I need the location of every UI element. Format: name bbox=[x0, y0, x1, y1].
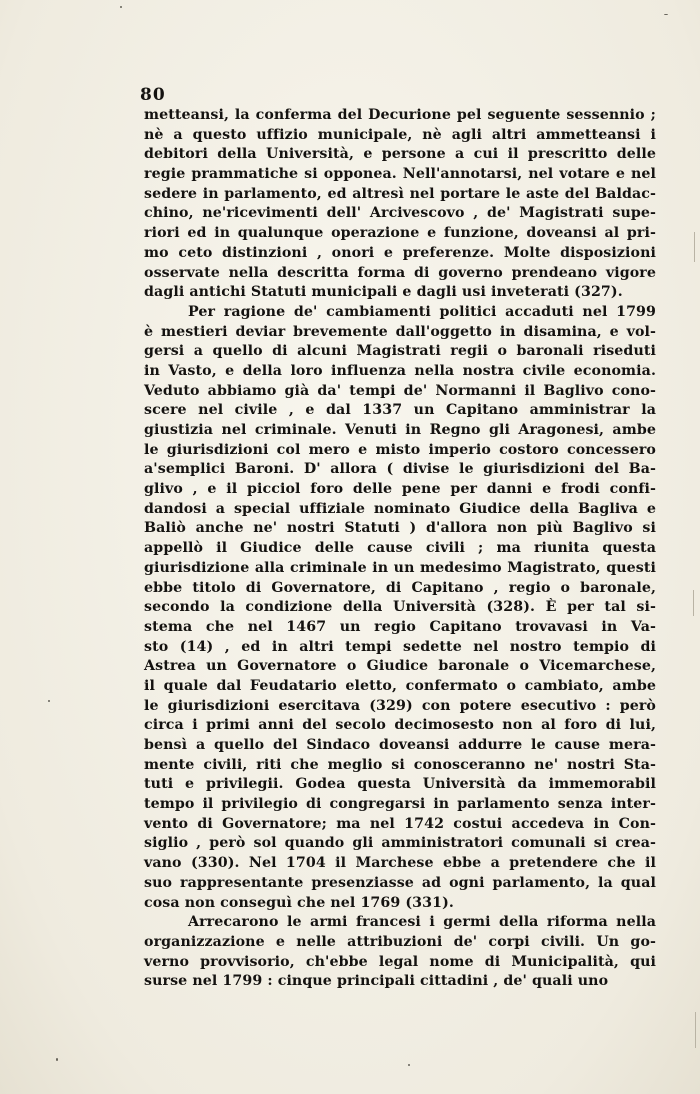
text-line: glivo , e il picciol foro delle pene per danni e frodi confi- bbox=[144, 481, 656, 498]
text-line: surse nel 1799 : cinque principali cittadini , de' quali uno bbox=[144, 973, 609, 990]
text-line: Astrea un Governatore o Giudice baronale o Vicemarchese, bbox=[144, 658, 656, 675]
ink-speck bbox=[56, 1058, 58, 1061]
text-column bbox=[140, 84, 656, 992]
text-line: osservate nella descritta forma di governo prendeano vigore bbox=[144, 264, 656, 281]
text-line: siglio , però sol quando gli amministratori comunali si crea- bbox=[144, 835, 656, 852]
text-line: tempo il privilegio di congregarsi in parlamento senza inter- bbox=[144, 796, 656, 813]
ink-speck bbox=[408, 1064, 410, 1066]
text-line: metteansi, la conferma del Decurione pel seguente sessennio ; bbox=[144, 107, 656, 123]
text-line: Per ragione de' cambiamenti politici accaduti nel 1799 bbox=[188, 303, 656, 320]
text-line: debitori della Università, e persone a cui il prescritto delle bbox=[144, 146, 656, 163]
text-line: ebbe titolo di Governatore, di Capitano , regio o baronale, bbox=[144, 579, 656, 596]
text-line: nè a questo uffizio municipale, nè agli altri ammetteansi i bbox=[144, 126, 656, 143]
text-line: giustizia nel criminale. Venuti in Regno gli Aragonesi, ambe bbox=[144, 422, 656, 438]
text-line: circa i primi anni del secolo decimosesto non al foro di lui, bbox=[144, 717, 656, 734]
ink-speck bbox=[664, 14, 668, 15]
text-line: Baliò anche ne' nostri Statuti ) d'allora non più Baglivo si bbox=[144, 520, 656, 537]
text-line: dagli antichi Statuti municipali e dagli usi inveterati (327). bbox=[144, 284, 623, 301]
text-line: scere nel civile , e dal 1337 un Capitano amministrar la bbox=[144, 402, 656, 419]
text-line: gersi a quello di alcuni Magistrati regii o baronali riseduti bbox=[144, 343, 656, 360]
ink-speck bbox=[120, 6, 122, 8]
text-line: appellò il Giudice delle cause civili ; ma riunita questa bbox=[144, 540, 656, 557]
text-line: le giurisdizioni col mero e misto imperio costoro concessero bbox=[144, 441, 656, 458]
text-line: in Vasto, e della loro influenza nella nostra civile economia. bbox=[144, 362, 656, 379]
text-line: mente civili, riti che meglio si conosceranno ne' nostri Sta- bbox=[144, 756, 656, 773]
text-line: le giurisdizioni esercitava (329) con potere esecutivo : però bbox=[144, 697, 656, 714]
text-line: Arrecarono le armi francesi i germi della riforma nella bbox=[188, 914, 656, 931]
text-line: sedere in parlamento, ed altresì nel portare le aste del Baldac- bbox=[144, 185, 656, 202]
text-line: riori ed in qualunque operazione e funzione, doveansi al pri- bbox=[144, 225, 656, 242]
text-line: regie prammatiche si opponea. Nell'annotarsi, nel votare e nel bbox=[144, 166, 656, 183]
text-line: Veduto abbiamo già da' tempi de' Normanni il Baglivo cono- bbox=[144, 382, 656, 399]
right-edge-mark bbox=[695, 1012, 696, 1048]
text-line: mo ceto distinzioni , onori e preferenze. Molte disposizioni bbox=[144, 244, 656, 261]
text-line: giurisdizione alla criminale in un medesimo Magistrato, questi bbox=[144, 559, 656, 576]
text-line: vento di Governatore; ma nel 1742 costui accedeva in Con- bbox=[144, 815, 656, 832]
text-line: è mestieri deviar brevemente dall'oggetto in disamina, e vol- bbox=[144, 323, 656, 340]
text-line: sto (14) , ed in altri tempi sedette nel nostro tempio di bbox=[144, 638, 656, 655]
text-line: a'semplici Baroni. D' allora ( divise le giurisdizioni del Ba- bbox=[144, 461, 656, 478]
text-line: il quale dal Feudatario eletto, confermato o cambiato, ambe bbox=[144, 677, 656, 694]
paragraph bbox=[144, 106, 656, 303]
text-line: vano (330). Nel 1704 il Marchese ebbe a pretendere che il bbox=[144, 855, 656, 872]
paragraph bbox=[144, 913, 656, 992]
text-line: cosa non conseguì che nel 1769 (331). bbox=[144, 894, 454, 911]
right-edge-mark bbox=[693, 590, 694, 616]
page-number: 80 bbox=[140, 85, 166, 105]
text-line: organizzazione e nelle attribuzioni de' corpi civili. Un go- bbox=[144, 933, 656, 950]
text-line: tuti e privilegii. Godea questa Università da immemorabil bbox=[144, 776, 656, 793]
text-line: bensì a quello del Sindaco doveansi addurre le cause mera- bbox=[144, 737, 656, 753]
text-line: chino, ne'ricevimenti dell' Arcivescovo , de' Magistrati supe- bbox=[144, 205, 656, 222]
text-line: stema che nel 1467 un regio Capitano trovavasi in Va- bbox=[144, 618, 656, 635]
text-line: suo rappresentante presenziasse ad ogni parlamento, la qual bbox=[144, 874, 656, 891]
text-line: dandosi a special uffiziale nominato Giudice della Bagliva e bbox=[144, 500, 656, 517]
text-line: verno provvisorio, ch'ebbe legal nome di Municipalità, qui bbox=[144, 953, 656, 970]
right-edge-mark bbox=[694, 232, 695, 262]
text-line: secondo la condizione della Università (328). È per tal si- bbox=[144, 599, 656, 616]
ink-speck bbox=[48, 700, 50, 702]
paragraph bbox=[144, 303, 656, 913]
